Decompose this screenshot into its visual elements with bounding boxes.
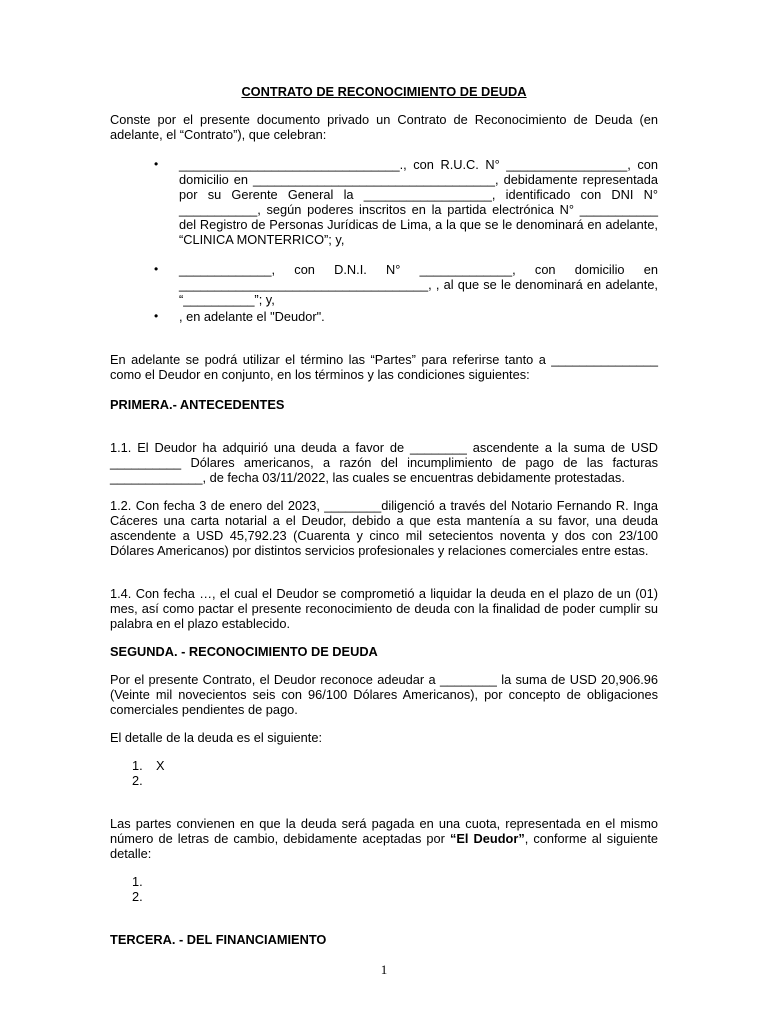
list-number: 1. bbox=[132, 758, 143, 773]
segunda-heading: SEGUNDA. - RECONOCIMIENTO DE DEUDA bbox=[110, 644, 378, 659]
clause-1-1: 1.1. El Deudor ha adquirió una deuda a favor de ________ ascendente a la suma de USD __________ Dólares americanos, a razón del incumplimiento de pago de las facturas _____________, de fecha 03/11/2022, las cuales se encuentras debidamente protestadas. bbox=[110, 440, 658, 485]
party-item bbox=[110, 157, 658, 247]
primera-heading: PRIMERA.- ANTECEDENTES bbox=[110, 397, 285, 412]
clause-1-2: 1.2. Con fecha 3 de enero del 2023, ________diligenció a través del Notario Fernando R. Inga Cáceres una carta notarial a el Deudor, debido a que esta mantenía a su favor, una deuda ascendente a USD 45,792.23 (Cuarenta y cinco mil setecientos noventa y dos con 23/100 Dólares Americanos) por distintos servicios profesionales y relaciones comerciales entre estas. bbox=[110, 498, 658, 558]
parties-list bbox=[110, 157, 658, 324]
detalle-list bbox=[110, 758, 658, 788]
party-text: _______________________________., con R.U.C. N° _________________, con domicilio en __________________________________, debidamente representada por su Gerente General la __________________, identificado con DNI N° ___________, según poderes inscritos en la partida electrónica N° ___________ del Registro de Personas Jurídicas de Lima, a la que se le denominará en adelante, “CLINICA MONTERRICO”; y, bbox=[179, 157, 658, 247]
bullet-icon: • bbox=[154, 262, 159, 276]
cuota-text-suffix: , conforme al siguiente detalle: bbox=[110, 831, 659, 861]
cuota-list bbox=[110, 874, 658, 904]
party-item bbox=[110, 309, 658, 324]
clause-1-4: 1.4. Con fecha …, el cual el Deudor se comprometió a liquidar la deuda en el plazo de un (01) mes, así como pactar el presente reconocimiento de deuda con la finalidad de poder cumplir su palabra en el plazo establecido. bbox=[110, 586, 658, 631]
list-number: 2. bbox=[132, 889, 143, 904]
list-number: 2. bbox=[132, 773, 143, 788]
list-text: X bbox=[156, 758, 165, 773]
list-item bbox=[110, 889, 658, 904]
cuota-paragraph bbox=[110, 816, 658, 861]
tercera-heading: TERCERA. - DEL FINANCIAMIENTO bbox=[110, 932, 327, 947]
document-page bbox=[110, 84, 658, 947]
list-item bbox=[110, 758, 658, 773]
list-item bbox=[110, 773, 658, 788]
page-number: 1 bbox=[380, 962, 388, 977]
document-title: CONTRATO DE RECONOCIMIENTO DE DEUDA bbox=[241, 84, 527, 99]
bullet-icon: • bbox=[154, 309, 159, 323]
detalle-intro: El detalle de la deuda es el siguiente: bbox=[110, 730, 323, 745]
party-item bbox=[110, 262, 658, 307]
list-item bbox=[110, 874, 658, 889]
intro-paragraph: Conste por el presente documento privado un Contrato de Reconocimiento de Deuda (en adelante, el “Contrato”), que celebran: bbox=[110, 112, 658, 142]
cuota-text-bold: “El Deudor” bbox=[450, 831, 525, 846]
partes-paragraph: En adelante se podrá utilizar el término las “Partes” para referirse tanto a _______________ como el Deudor en conjunto, en los términos y las condiciones siguientes: bbox=[110, 352, 658, 382]
party-text: , en adelante el "Deudor". bbox=[179, 309, 325, 324]
segunda-paragraph: Por el presente Contrato, el Deudor reconoce adeudar a ________ la suma de USD 20,906.96 (Veinte mil novecientos seis con 96/100 Dólares Americanos), por concepto de obligaciones comerciales pendientes de pago. bbox=[110, 672, 658, 717]
party-text: _____________, con D.N.I. N° _____________, con domicilio en ___________________________________, , al que se le denominará en adelante, “__________”; y, bbox=[179, 262, 658, 307]
list-number: 1. bbox=[132, 874, 143, 889]
cuota-text-prefix: Las partes convienen en que la deuda será pagada en una cuota, representada en el mismo número de letras de cambio, debidamente aceptadas por bbox=[110, 816, 658, 846]
bullet-icon: • bbox=[154, 157, 159, 171]
